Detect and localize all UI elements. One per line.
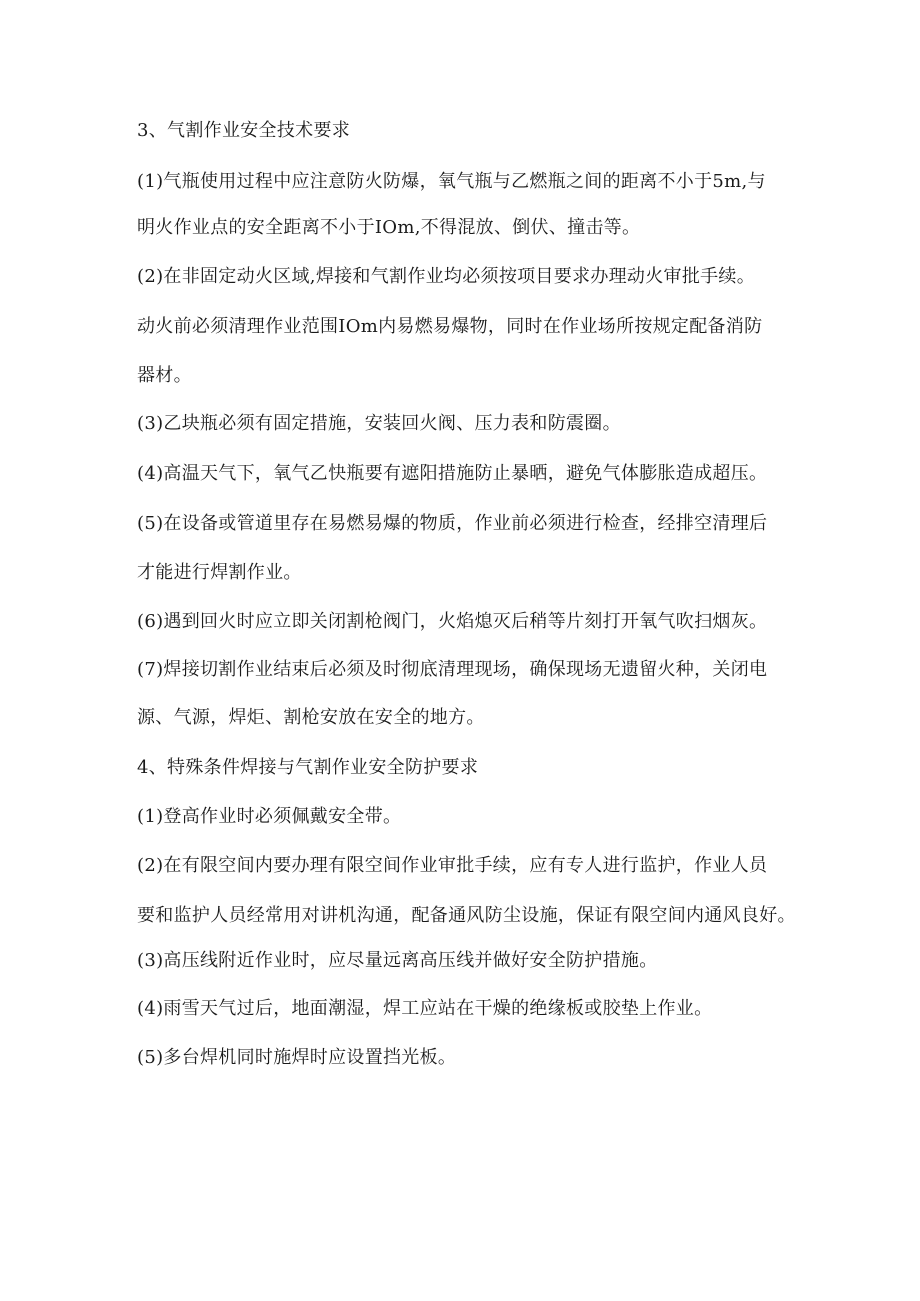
section-3-item-7-line-2: 源、气源，焊炬、割枪安放在安全的地方。 xyxy=(137,707,485,728)
section-4-item-1: (1)登高作业时必须佩戴安全带。 xyxy=(137,806,402,827)
section-4-item-4: (4)雨雪天气过后，地面潮湿，焊工应站在干燥的绝缘板或胶垫上作业。 xyxy=(137,998,713,1019)
section-3-item-2-line-1: (2)在非固定动火区域,焊接和气割作业均必须按项目要求办理动火审批手续。 xyxy=(137,266,756,287)
section-3-item-6: (6)遇到回火时应立即关闭割枪阀门，火焰熄灭后稍等片刻打开氧气吹扫烟灰。 xyxy=(137,611,768,632)
section-3-item-5-line-1: (5)在设备或管道里存在易燃易爆的物质，作业前必须进行检查，经排空清理后 xyxy=(137,513,768,534)
section-3-item-7-line-1: (7)焊接切割作业结束后必须及时彻底清理现场，确保现场无遗留火种，关闭电 xyxy=(137,659,768,680)
section-4-item-3: (3)高压线附近作业时，应尽量远离高压线并做好安全防护措施。 xyxy=(137,950,658,971)
section-4-heading: 4、特殊条件焊接与气割作业安全防护要求 xyxy=(137,757,479,778)
section-4-item-5: (5)多台焊机同时施焊时应设置挡光板。 xyxy=(137,1047,457,1068)
section-3-item-3: (3)乙块瓶必须有固定措施，安装回火阀、压力表和防震圈。 xyxy=(137,413,621,434)
section-3-item-5-line-2: 才能进行焊割作业。 xyxy=(137,562,302,583)
section-3-item-4: (4)高温天气下，氧气乙快瓶要有遮阳措施防止暴晒，避免气体膨胀造成超压。 xyxy=(137,463,768,484)
section-4-item-2-line-2: 要和监护人员经常用对讲机沟通，配备通风防尘设施，保证有限空间内通风良好。 xyxy=(137,905,796,926)
section-3-heading: 3、气割作业安全技术要求 xyxy=(137,120,351,141)
section-3-item-2-line-2: 动火前必须清理作业范围IOm内易燃易爆物，同时在作业场所按规定配备消防 xyxy=(137,316,763,337)
section-3-item-1-line-2: 明火作业点的安全距离不小于IOm,不得混放、倒伏、撞击等。 xyxy=(137,217,641,238)
section-4-item-2-line-1: (2)在有限空间内要办理有限空间作业审批手续，应有专人进行监护，作业人员 xyxy=(137,855,768,876)
section-3-item-2-line-3: 器材。 xyxy=(137,365,192,386)
section-3-item-1-line-1: (1)气瓶使用过程中应注意防火防爆，氧气瓶与乙燃瓶之间的距离不小于5m,与 xyxy=(137,171,766,192)
